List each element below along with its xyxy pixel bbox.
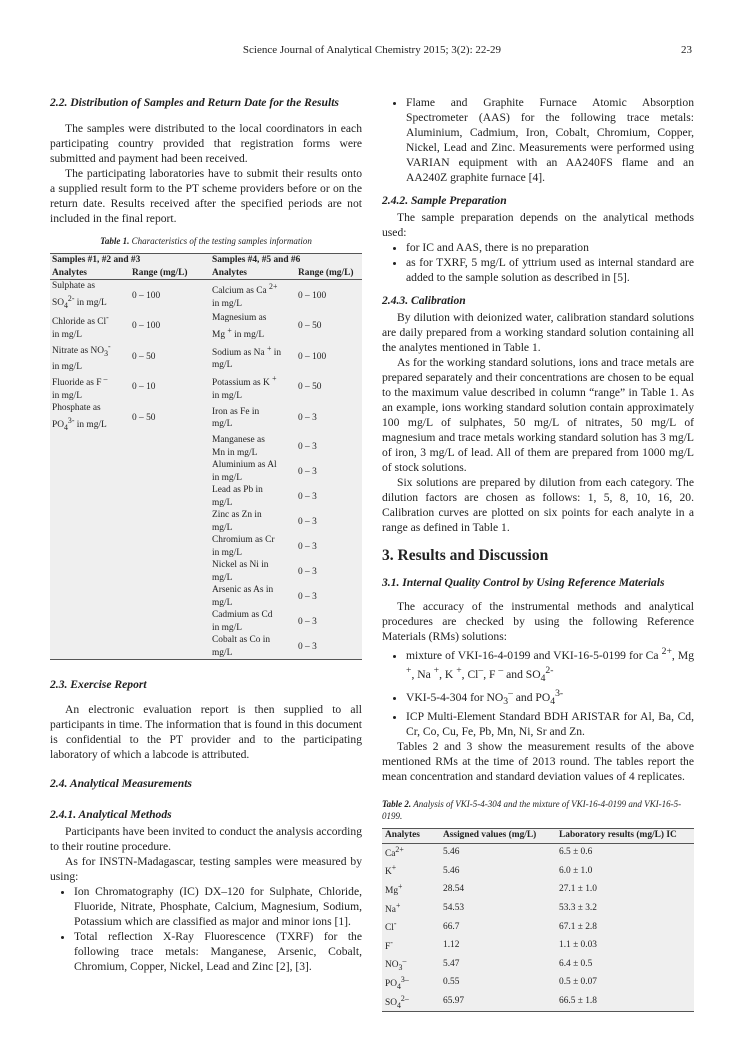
table-row <box>50 559 362 584</box>
table-row <box>50 280 362 313</box>
table-row <box>382 937 694 956</box>
table-2-caption-text: Analysis of VKI-5-4-304 and the mixture of VKI-16-4-0199 and VKI-16-5-0199. <box>382 799 682 822</box>
section-2-2-paragraph: The samples were distributed to the local coordinators in each participating country provided that registration forms were submitted and payment had been received. <box>50 122 362 165</box>
preparation-list <box>382 240 694 285</box>
table-cell: Cadmium as Cd in mg/L <box>212 610 273 633</box>
table-row <box>50 434 362 459</box>
table-row <box>50 534 362 559</box>
table-cell: 6.4 ± 0.5 <box>559 958 593 969</box>
table-cell: 0 – 3 <box>298 516 317 527</box>
table-row <box>50 312 362 341</box>
table-cell: Cl- <box>385 919 397 934</box>
list-item: • Flame and Graphite Furnace Atomic Absorption Spectrometer (AAS) for the following trace metals: Aluminium, Cadmium, Iron, Cobalt, Chromium, Copper, Nickel, Lead and Zinc. Measurements were performed using VARIAN equipment with an AA240FS flame and an AA240Z graphite furnace [4]. <box>406 95 694 185</box>
table-row <box>382 993 694 1012</box>
table-cell: 1.1 ± 0.03 <box>559 940 597 951</box>
journal-title: Science Journal of Analytical Chemistry 2015; 3(2): 22-29 <box>242 44 502 56</box>
table-cell: 0 – 3 <box>298 566 317 577</box>
table-cell: 0 – 50 <box>298 321 322 332</box>
section-2-4-2-title: 2.4.2. Sample Preparation <box>382 194 507 207</box>
section-3-1-paragraph: Tables 2 and 3 show the measurement results of the above mentioned RMs at the time of 2013 round. The tables report the mean concentration and standard deviation values of 4 replicates. <box>382 740 694 784</box>
section-3-title: 3. Results and Discussion <box>382 547 549 564</box>
list-item: • Total reflection X-Ray Fluorescence (TXRF) for the following trace metals: Manganese, Arsenic, Cobalt, Chromium, Copper, Nickel, Lead and Zinc [2], [3]. <box>74 929 362 974</box>
table-cell: Na+ <box>385 900 401 915</box>
table-cell: F- <box>385 937 393 952</box>
table-cell: Nitrate as $NO_3^-$ in mg/L <box>52 342 111 372</box>
section-2-4-1-paragraph: Participants have been invited to conduct the analysis according to their routine procedure. <box>50 825 362 854</box>
table-cell: Sodium as Na + in mg/L <box>212 343 282 371</box>
table-cell: 0 – 3 <box>298 541 317 552</box>
table-cell: 0 – 3 <box>298 591 317 602</box>
table-cell: 0 – 3 <box>298 413 317 423</box>
table-cell: Phosphate as $PO_4^{3-}$ in mg/L <box>52 403 107 432</box>
table-cell: 6.5 ± 0.6 <box>559 847 593 858</box>
reference-materials-list <box>382 644 694 739</box>
section-2-2-paragraph: The participating laboratories have to submit their results onto a supplied result form to the PT scheme providers before or on the return date. Results received after the specified periods are not included in the final report. <box>50 167 362 225</box>
table-cell: 6.0 ± 1.0 <box>559 865 593 876</box>
table-cell: 0 – 100 <box>298 290 327 301</box>
table-cell: 0.55 <box>443 977 460 988</box>
table-cell: 0 – 10 <box>132 382 156 393</box>
table-1-label: Table 1. <box>100 236 130 246</box>
section-3-1-title: 3.1. Internal Quality Control by Using Reference Materials <box>382 576 665 589</box>
table-cell: 0 – 50 <box>298 382 322 393</box>
methods-list <box>382 95 694 185</box>
table-cell: 66.7 <box>443 921 460 932</box>
table-cell: 66.5 ± 1.8 <box>556 993 694 1012</box>
table-cell: 5.47 <box>443 958 460 969</box>
table-row <box>50 634 362 660</box>
section-2-3-paragraph: An electronic evaluation report is then supplied to all participants in time. The information that is found in this document is confidential to the PT provider and to the participating laboratory of which a labcode is attributed. <box>50 703 362 762</box>
table-row <box>50 484 362 509</box>
section-2-4-3-paragraph: By dilution with deionized water, calibration standard solutions are daily prepared from a working standard solution containing all the analytes mentioned in Table 1. <box>382 311 694 354</box>
table-cell: 0 – 3 <box>298 441 317 452</box>
table-cell: 0 – 3 <box>298 616 317 627</box>
table-cell: 1.12 <box>443 940 460 951</box>
section-2-2-title: 2.2. Distribution of Samples and Return Date for the Results <box>50 96 339 109</box>
table-row <box>382 843 694 862</box>
table-cell: Potassium as K + in mg/L <box>212 374 277 401</box>
table-cell: 5.46 <box>443 847 460 858</box>
table-2-label: Table 2. <box>382 799 412 810</box>
methods-list <box>50 884 362 974</box>
table-cell: 0 – 100 <box>132 290 161 301</box>
table-row <box>50 609 362 634</box>
table-row <box>50 402 362 434</box>
section-2-4-3-paragraph: As for the working standard solutions, ions and trace metals are prepared separately and their concentrations are chosen to be equal to the maximum value described in column “range” in Table 1. As an example, ions working standard solution contain approximately 100 mg/L of sulphates, 50 mg/L of nitrates, 50 mg/L of magnesium and trace metals working standard solution has 3 mg/L of iron, 3 mg/L of lead. All of them are prepared from 1000 mg/L of stock solutions. <box>382 356 694 474</box>
table-row <box>382 955 694 974</box>
table-cell: Arsenic as As in mg/L <box>212 585 274 608</box>
table-cell: Chloride as Cl- in mg/L <box>52 313 109 340</box>
table-cell: 65.97 <box>440 993 556 1012</box>
table-cell: Manganese as Mn in mg/L <box>212 435 265 458</box>
right-column <box>382 95 694 1012</box>
table-cell: Aluminium as Al in mg/L <box>212 460 277 483</box>
table-cell: $SO_4^{2-}$ <box>382 993 440 1012</box>
table-1-group-header: Samples #1, #2 and #3 <box>50 254 210 267</box>
table-cell: Chromium as Cr in mg/L <box>212 535 275 558</box>
table-cell: Lead as Pb in mg/L <box>212 485 263 508</box>
table-cell: Fluoride as F – in mg/L <box>52 374 108 401</box>
section-2-4-3-paragraph: Six solutions are prepared by dilution from each category. The dilution factors are chosen as follows: 1, 5, 8, 10, 16, 20. Calibration curves are plotted on six points for each analyte in a range as defined in Table 1. <box>382 476 694 534</box>
table-row <box>50 509 362 534</box>
list-item: • mixture of VKI-16-4-0199 and VKI-16-5-0199 for Ca $^{2+}$, Mg +, Na +, K +, Cl–, F – and $SO_4^{2-}$ <box>406 644 694 686</box>
table-row <box>382 974 694 993</box>
table-1-group-header: Samples #4, #5 and #6 <box>210 254 362 267</box>
table-cell: 0 – 100 <box>132 321 161 332</box>
table-cell: 0 – 50 <box>132 351 156 362</box>
table-row <box>50 459 362 484</box>
table-cell: 0.5 ± 0.07 <box>559 977 597 988</box>
table-cell: Mg+ <box>385 881 403 897</box>
table-cell: Magnesium as Mg + in mg/L <box>212 313 267 340</box>
table-cell: 0 – 100 <box>298 351 327 362</box>
section-2-4-3-title: 2.4.3. Calibration <box>382 294 466 307</box>
table-1 <box>50 253 362 660</box>
table-row <box>50 341 362 373</box>
table-row <box>382 900 694 919</box>
section-2-4-1-title: 2.4.1. Analytical Methods <box>50 808 172 822</box>
table-cell: Sulphate as $SO_4^{2-}$ in mg/L <box>52 281 107 310</box>
table-cell: 28.54 <box>443 884 465 895</box>
table-1-col-header: Range (mg/L) <box>130 267 210 280</box>
section-2-4-2-paragraph: The sample preparation depends on the analytical methods used: <box>382 211 694 239</box>
page-number: 23 <box>681 44 692 56</box>
table-cell: Zinc as Zn in mg/L <box>212 510 262 533</box>
table-cell: Calcium as Ca $^{2+}$ in mg/L <box>212 282 278 310</box>
table-cell: 67.1 ± 2.8 <box>559 921 597 932</box>
table-cell: 0 – 3 <box>298 466 317 477</box>
table-cell: K+ <box>385 863 397 878</box>
table-1-caption-text: Characteristics of the testing samples information <box>131 236 312 246</box>
table-cell: 0 – 3 <box>298 491 317 502</box>
table-1-col-header: Range (mg/L) <box>296 267 362 280</box>
table-1-col-header: Analytes <box>210 267 296 280</box>
table-cell: 0 – 50 <box>132 413 156 423</box>
list-item: • for IC and AAS, there is no preparation <box>406 240 694 255</box>
table-cell: Cobalt as Co in mg/L <box>210 634 296 660</box>
left-column <box>50 95 362 974</box>
table-cell: Nickel as Ni in mg/L <box>212 560 269 583</box>
list-item: • VKI-5-4-304 for $NO_3^-$ and $PO_4^{3-}$ <box>406 686 694 709</box>
table-2 <box>382 828 694 1012</box>
section-2-4-title: 2.4. Analytical Measurements <box>50 777 192 791</box>
table-cell: $NO_3^-$ <box>385 956 407 973</box>
section-2-3-title: 2.3. Exercise Report <box>50 678 147 692</box>
table-cell: 0 – 3 <box>296 634 362 660</box>
table-cell: 53.3 ± 3.2 <box>559 903 597 914</box>
table-row <box>382 881 694 900</box>
list-item: • as for TXRF, 5 mg/L of yttrium used as internal standard are added to the sample solution as described in [5]. <box>406 255 694 285</box>
table-row <box>382 918 694 937</box>
table-cell: $PO_4^{3-}$ <box>385 974 409 991</box>
table-2-caption <box>382 798 694 822</box>
list-item: • ICP Multi-Element Standard BDH ARISTAR for Al, Ba, Cd, Cr, Co, Cu, Fe, Pb, Mn, Ni, Sr and Zn. <box>406 709 694 739</box>
list-item: • Ion Chromatography (IC) DX–120 for Sulphate, Chloride, Fluoride, Nitrate, Phosphate, Calcium, Magnesium, Sodium, Potassium which are classified as major and minor ions [1]. <box>74 884 362 929</box>
table-cell: $Ca^{2+}$ <box>385 844 404 859</box>
table-2-col-header: Analytes <box>382 829 440 844</box>
table-cell: 27.1 ± 1.0 <box>559 884 597 895</box>
table-cell: Iron as Fe in mg/L <box>212 406 260 430</box>
table-2-col-header: Assigned values (mg/L) <box>440 829 556 844</box>
section-3-1-paragraph: The accuracy of the instrumental methods and analytical procedures are checked by using the following Reference Materials (RMs) solutions: <box>382 600 694 643</box>
table-2-col-header: Laboratory results (mg/L) IC <box>556 829 694 844</box>
table-1-col-header: Analytes <box>50 267 130 280</box>
table-cell: 5.46 <box>443 865 460 876</box>
table-cell: 54.53 <box>443 903 465 914</box>
table-row <box>382 862 694 881</box>
section-2-4-1-paragraph: As for INSTN-Madagascar, testing samples were measured by using: <box>50 855 362 884</box>
table-row <box>50 373 362 402</box>
table-1-caption <box>50 235 362 247</box>
table-row <box>50 584 362 609</box>
